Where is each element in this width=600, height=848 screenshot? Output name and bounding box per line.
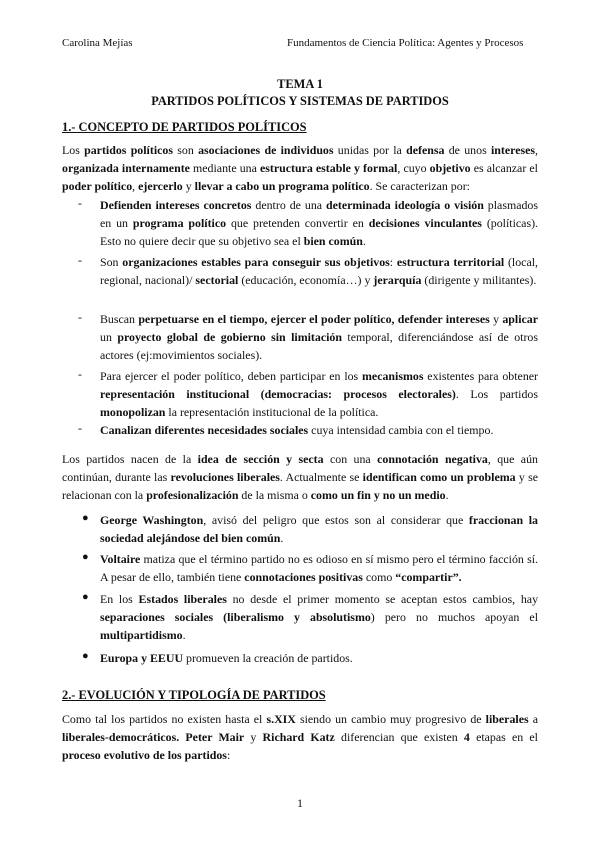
header-author: Carolina Mejías xyxy=(62,37,133,49)
text-run: son xyxy=(172,143,199,157)
text-run: Como tal los partidos no existen hasta el xyxy=(62,712,267,726)
bullet-marker: ● xyxy=(82,512,89,524)
evolution-paragraph xyxy=(62,710,538,764)
text-run: Los xyxy=(62,143,85,157)
bold-text-run: mecanismos xyxy=(362,369,424,383)
text-run: unidas por la xyxy=(333,143,407,157)
text-run: . xyxy=(182,628,186,642)
dash-marker: - xyxy=(78,367,82,381)
text-run: . xyxy=(362,234,366,248)
bold-text-run: Canalizan diferentes necesidades sociales xyxy=(100,423,309,437)
bold-text-run: estructura territorial xyxy=(396,255,505,269)
bold-text-run: proceso evolutivo de los partidos xyxy=(62,748,227,762)
text-run: matiza que el término partido no es odioso en sí mismo pero el término facción sí. A pesar de ello, también tiene xyxy=(100,552,538,584)
doc-title: TEMA 1 xyxy=(277,77,323,91)
bold-text-run: identifican como un problema xyxy=(362,470,516,484)
text-run: siendo un cambio muy progresivo de xyxy=(295,712,486,726)
bullet-item xyxy=(100,590,538,644)
bold-text-run: connotaciones positivas xyxy=(244,570,363,584)
text-run: . xyxy=(445,488,449,502)
bold-text-run: sectorial xyxy=(195,273,239,287)
bold-text-run: como un fin y no un medio xyxy=(310,488,446,502)
bold-text-run: profesionalización xyxy=(146,488,239,502)
trait-item xyxy=(100,421,538,439)
bold-text-run: decisiones vinculantes xyxy=(368,216,482,230)
dash-marker: - xyxy=(78,421,82,435)
text-run: (local, regional, nacional)/ xyxy=(100,255,538,287)
bold-text-run: Richard Katz xyxy=(262,730,335,744)
text-run: dentro de una xyxy=(251,198,326,212)
text-run: Buscan xyxy=(100,312,139,326)
bold-text-run: 4 xyxy=(463,730,470,744)
section-heading-1: 1.- CONCEPTO DE PARTIDOS POLÍTICOS xyxy=(62,120,307,134)
text-run: y xyxy=(489,312,503,326)
bold-text-run: Defienden intereses concretos xyxy=(100,198,252,212)
text-run: cuya intensidad cambia con el tiempo. xyxy=(308,423,494,437)
text-run: . Se caracterizan por: xyxy=(369,179,470,193)
text-run: En los xyxy=(100,592,139,606)
text-run: Los partidos nacen de la xyxy=(62,452,198,466)
bold-text-run: determinada ideología o visión xyxy=(326,198,484,212)
dash-marker: - xyxy=(78,253,82,267)
text-run: que pretenden convertir en xyxy=(226,216,369,230)
bold-text-run: representación institucional (democracias: procesos electorales) xyxy=(100,387,456,401)
text-run: plasmados en un xyxy=(100,198,538,230)
bold-text-run: ejercerlo xyxy=(138,179,183,193)
bullet-item xyxy=(100,511,538,547)
text-run: y se relacionan con la xyxy=(62,470,538,502)
bold-text-run: Europa y EEUU xyxy=(100,651,184,665)
text-run: , xyxy=(535,143,539,157)
text-run: , cuyo xyxy=(397,161,430,175)
trait-item xyxy=(100,310,538,364)
bold-text-run: revoluciones liberales xyxy=(170,470,280,484)
bold-text-run: objetivo xyxy=(429,161,471,175)
text-run: diferencian que existen xyxy=(334,730,464,744)
bold-text-run: Voltaire xyxy=(100,552,141,566)
text-run: la representación institucional de la política. xyxy=(165,405,379,419)
text-run: . Los partidos xyxy=(455,387,539,401)
text-run: de la misma o xyxy=(238,488,311,502)
trait-item xyxy=(100,367,538,421)
text-run: existentes para obtener xyxy=(423,369,538,383)
text-run: (dirigente y militantes). xyxy=(421,273,537,287)
text-run: , xyxy=(132,179,139,193)
text-run: no desde el primer momento se aceptan estos cambios, hay xyxy=(226,592,539,606)
bullet-marker: ● xyxy=(82,591,89,603)
text-run: etapas en el xyxy=(469,730,538,744)
bold-text-run: organizada internamente xyxy=(62,161,190,175)
bullet-marker: ● xyxy=(82,650,89,662)
bold-text-run: llevar a cabo un programa político xyxy=(194,179,370,193)
text-run: (educación, economía…) y xyxy=(238,273,374,287)
bold-text-run: jerarquía xyxy=(373,273,422,287)
text-run: un xyxy=(100,330,118,344)
bold-text-run: s.XIX xyxy=(266,712,296,726)
text-run: como xyxy=(362,570,396,584)
text-run: : xyxy=(389,255,397,269)
dash-marker: - xyxy=(78,196,82,210)
text-run: Para ejercer el poder político, deben participar en los xyxy=(100,369,363,383)
bold-text-run: estructura estable y formal xyxy=(259,161,398,175)
text-run: y xyxy=(182,179,195,193)
trait-item xyxy=(100,196,538,250)
bullet-item xyxy=(100,550,538,586)
section-heading-2: 2.- EVOLUCIÓN Y TIPOLOGÍA DE PARTIDOS xyxy=(62,688,326,702)
text-run: . xyxy=(280,531,284,545)
text-run: con una xyxy=(323,452,378,466)
trait-item xyxy=(100,253,538,289)
bold-text-run: proyecto global de gobierno sin limitación xyxy=(117,330,342,344)
bold-text-run: intereses xyxy=(491,143,536,157)
bold-text-run: idea de sección y secta xyxy=(197,452,324,466)
bullet-item xyxy=(100,649,538,667)
bold-text-run: multipartidismo xyxy=(100,628,183,642)
bold-text-run: George Washington xyxy=(100,513,204,527)
text-run: mediante una xyxy=(189,161,260,175)
bullet-marker: ● xyxy=(82,551,89,563)
bold-text-run: Estados liberales xyxy=(138,592,227,606)
bold-text-run: programa político xyxy=(132,216,227,230)
text-run: , que aún continúan, durante las xyxy=(62,452,538,484)
bold-text-run: liberales xyxy=(485,712,529,726)
text-run: de unos xyxy=(444,143,491,157)
bold-text-run: poder político xyxy=(62,179,133,193)
bold-text-run: “compartir”. xyxy=(395,570,462,584)
text-run: a xyxy=(528,712,538,726)
origin-paragraph xyxy=(62,450,538,504)
page-number: 1 xyxy=(297,796,303,810)
dash-marker: - xyxy=(78,310,82,324)
bold-text-run: aplicar xyxy=(502,312,538,326)
bold-text-run: monopolizan xyxy=(100,405,166,419)
doc-subtitle: PARTIDOS POLÍTICOS Y SISTEMAS DE PARTIDOS xyxy=(151,94,449,108)
header-course: Fundamentos de Ciencia Política: Agentes y Procesos xyxy=(287,37,524,49)
bold-text-run: perpetuarse en el tiempo, ejercer el poder político, defender intereses xyxy=(138,312,490,326)
text-run: y xyxy=(244,730,263,744)
bold-text-run: defensa xyxy=(406,143,445,157)
bold-text-run: liberales-democráticos. Peter Mair xyxy=(62,730,245,744)
text-run: , avisó del peligro que estos son al considerar que xyxy=(203,513,469,527)
bold-text-run: organizaciones estables para conseguir sus objetivos xyxy=(122,255,390,269)
text-run: : xyxy=(226,748,231,762)
bold-text-run: asociaciones de individuos xyxy=(198,143,334,157)
text-run: es alcanzar el xyxy=(470,161,538,175)
text-run: promueven la creación de partidos. xyxy=(183,651,353,665)
bold-text-run: connotación negativa xyxy=(377,452,488,466)
bold-text-run: separaciones sociales (liberalismo y absolutismo xyxy=(100,610,371,624)
text-run: ) pero no muchos apoyan el xyxy=(370,610,538,624)
text-run: Son xyxy=(100,255,123,269)
text-run: . Actualmente se xyxy=(279,470,363,484)
intro-paragraph xyxy=(62,141,538,195)
text-run: (políticas). Esto no quiere decir que su objetivo sea el xyxy=(100,216,539,248)
bold-text-run: bien común xyxy=(303,234,363,248)
text-run: temporal, diferenciándose así de otros actores (ej:movimientos sociales). xyxy=(100,330,538,362)
bold-text-run: fraccionan la sociedad alejándose del bien común xyxy=(100,513,538,545)
bold-text-run: partidos políticos xyxy=(84,143,173,157)
